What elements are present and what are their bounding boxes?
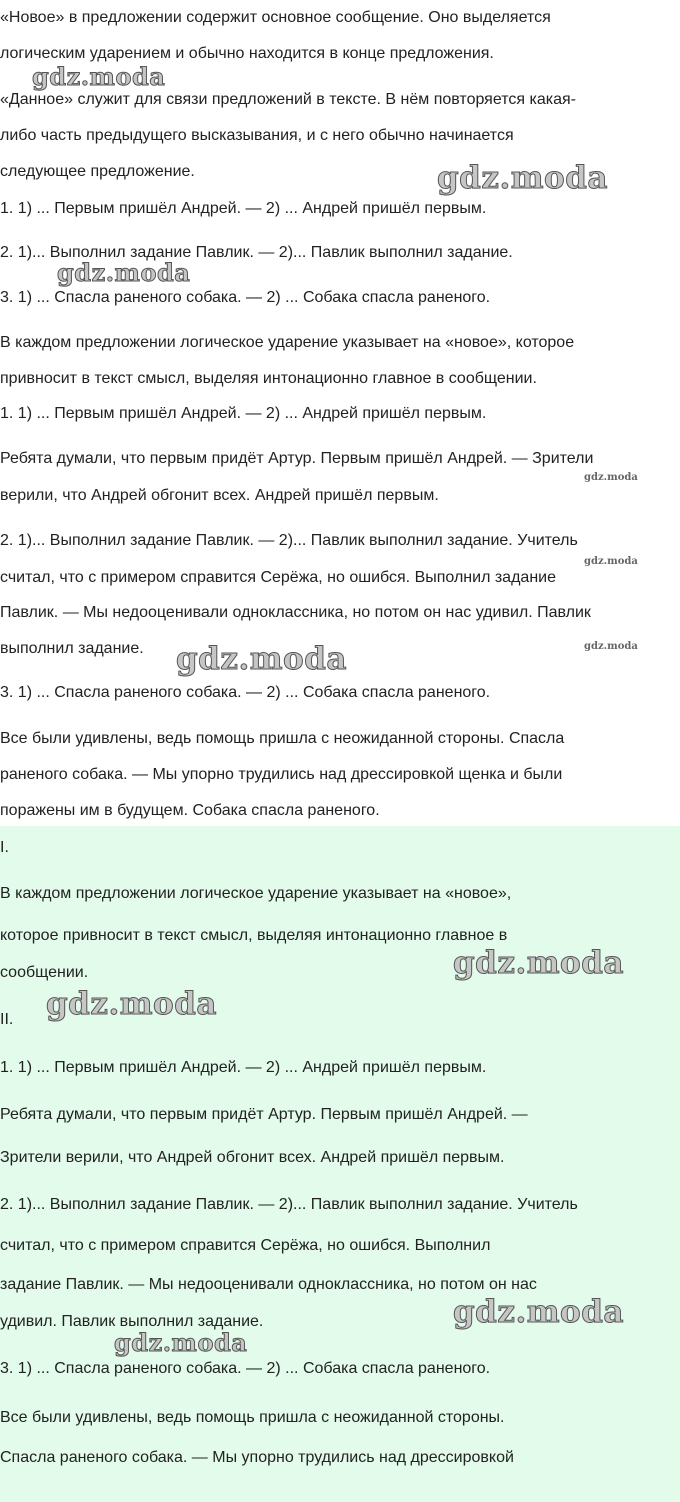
text-line: В каждом предложении логическое ударение указывает на «новое», [0, 885, 512, 902]
text-line: логическим ударением и обычно находится в конце предложения. [0, 45, 494, 62]
text-line: считал, что с примером справится Серёжа, но ошибся. Выполнил задание [0, 569, 556, 586]
text-line: Зрители верили, что Андрей обгонит всех. Андрей пришёл первым. [0, 1149, 505, 1166]
text-line: Все были удивлены, ведь помощь пришла с неожиданной стороны. [0, 1409, 505, 1426]
text-line: Ребята думали, что первым придёт Артур. Первым пришёл Андрей. — [0, 1106, 528, 1123]
text-line: 3. 1) ... Спасла раненого собака. — 2) ... Собака спасла раненого. [0, 289, 491, 306]
watermark-logo: gdz.moda [584, 556, 638, 567]
text-line: 1. 1) ... Первым пришёл Андрей. — 2) ... Андрей пришёл первым. [0, 200, 487, 217]
watermark-logo: gdz.moda [46, 986, 217, 1022]
text-line: раненого собака. — Мы упорно трудились над дрессировкой щенка и были [0, 766, 563, 783]
text-line: либо часть предыдущего высказывания, и с него обычно начинается [0, 127, 514, 144]
text-line: 1. 1) ... Первым пришёл Андрей. — 2) ... Андрей пришёл первым. [0, 405, 487, 422]
text-line: 3. 1) ... Спасла раненого собака. — 2) ... Собака спасла раненого. [0, 684, 491, 701]
text-line: 1. 1) ... Первым пришёл Андрей. — 2) ... Андрей пришёл первым. [0, 1059, 487, 1076]
watermark-logo: gdz.moda [114, 1328, 248, 1357]
watermark-logo: gdz.moda [57, 258, 191, 287]
section-marker: I. [0, 839, 9, 856]
text-line: 3. 1) ... Спасла раненого собака. — 2) ... Собака спасла раненого. [0, 1360, 491, 1377]
text-line: верили, что Андрей обгонит всех. Андрей пришёл первым. [0, 487, 439, 504]
text-line: следующее предложение. [0, 163, 195, 180]
text-line: сообщении. [0, 964, 89, 981]
text-line: 2. 1)... Выполнил задание Павлик. — 2)... Павлик выполнил задание. [0, 244, 513, 261]
text-line: задание Павлик. — Мы недооценивали одноклассника, но потом он нас [0, 1276, 537, 1293]
text-line: поражены им в будущем. Собака спасла раненого. [0, 802, 380, 819]
text-line: Все были удивлены, ведь помощь пришла с неожиданной стороны. Спасла [0, 730, 565, 747]
watermark-logo: gdz.moda [176, 641, 347, 677]
watermark-logo: gdz.moda [453, 945, 624, 981]
text-line: «Данное» служит для связи предложений в тексте. В нём повторяется какая- [0, 91, 576, 108]
text-line: Спасла раненого собака. — Мы упорно трудились над дрессировкой [0, 1449, 514, 1466]
text-line: Ребята думали, что первым придёт Артур. Первым пришёл Андрей. — Зрители [0, 450, 594, 467]
watermark-logo: gdz.moda [437, 160, 608, 196]
watermark-logo: gdz.moda [453, 1294, 624, 1330]
text-line: выполнил задание. [0, 640, 144, 657]
text-line: «Новое» в предложении содержит основное сообщение. Оно выделяется [0, 9, 551, 26]
text-line: 2. 1)... Выполнил задание Павлик. — 2)... Павлик выполнил задание. Учитель [0, 532, 578, 549]
watermark-logo: gdz.moda [584, 472, 638, 483]
text-line: В каждом предложении логическое ударение указывает на «новое», которое [0, 334, 575, 351]
text-line: 2. 1)... Выполнил задание Павлик. — 2)... Павлик выполнил задание. Учитель [0, 1196, 578, 1213]
text-line: удивил. Павлик выполнил задание. [0, 1313, 264, 1330]
text-line: Павлик. — Мы недооценивали одноклассника, но потом он нас удивил. Павлик [0, 604, 591, 621]
text-line: которое привносит в текст смысл, выделяя интонационно главное в [0, 927, 508, 944]
watermark-logo: gdz.moda [584, 641, 638, 652]
text-line: считал, что с примером справится Серёжа, но ошибся. Выполнил [0, 1237, 491, 1254]
watermark-logo: gdz.moda [32, 62, 166, 91]
section-marker: II. [0, 1011, 14, 1028]
text-line: привносит в текст смысл, выделяя интонационно главное в сообщении. [0, 370, 537, 387]
